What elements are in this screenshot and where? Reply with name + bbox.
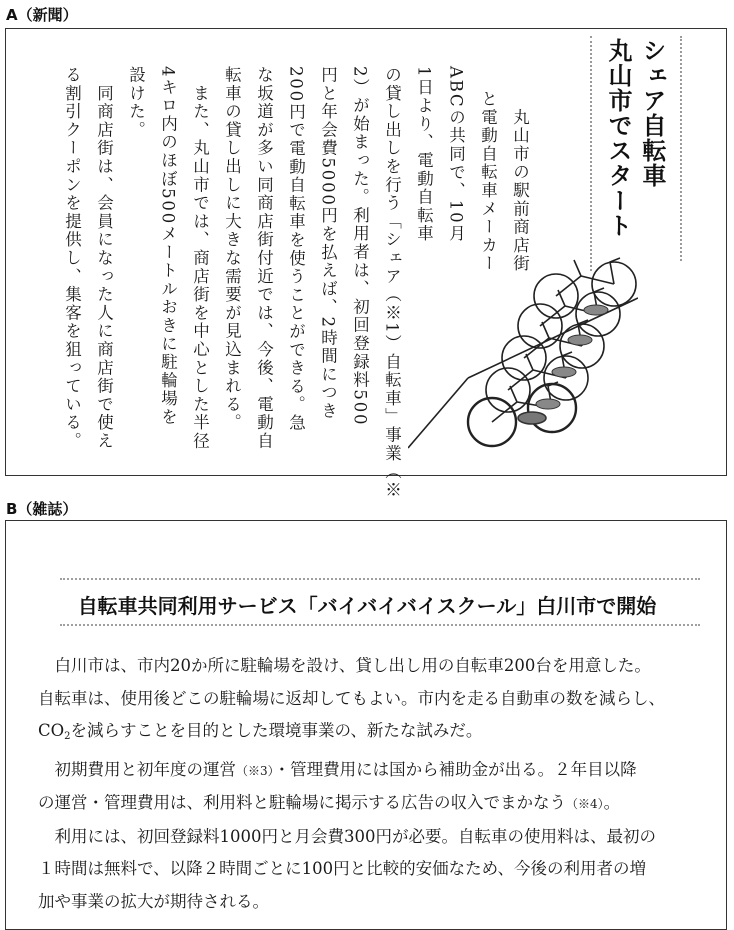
article-column: と電動自転車メーカー — [478, 90, 498, 273]
article-column: また、丸山市では、商店街を中心とした半径 — [190, 66, 210, 451]
paragraph-2-line-2a: の運営・管理費用は、利用料と駐輪場に掲示する広告の収入でまかなう — [38, 793, 566, 812]
bicycle-rack-icon — [408, 238, 638, 468]
newspaper-headline-1: シェア自転車 — [638, 38, 666, 188]
footnote-ref-3: （※3） — [236, 763, 274, 778]
co2-subscript: 2 — [64, 731, 71, 742]
title-dots-bottom — [60, 624, 700, 626]
section-a-label: A（新聞） — [6, 6, 78, 24]
paragraph-2-line-1a: 初期費用と初年度の運営 — [54, 759, 236, 779]
article-column: 同商店街は、会員になった人に商店街で使え — [94, 66, 114, 451]
newspaper-headline-2: 丸山市でスタート — [604, 38, 632, 238]
title-dots-top — [60, 578, 700, 580]
article-column: 転車の貸し出しに大きな需要が見込まれる。 — [222, 66, 242, 432]
article-column: 設けた。 — [126, 66, 146, 140]
article-column: な坂道が多い同商店街付近では、今後、電動自 — [254, 66, 274, 451]
co2-prefix: CO — [38, 721, 65, 740]
paragraph-1 — [38, 650, 728, 754]
article-column: 円と年会費5000円を払えば、2時間につき — [318, 66, 338, 421]
footnote-ref-4: （※4） — [566, 797, 604, 811]
article-column: 1日より、電動自転車 — [414, 66, 434, 243]
paragraph-3-line-1: 利用には、初回登録料1000円と月会費300円が必要。自転車の使用料は、最初の — [54, 826, 656, 846]
article-column: 2）が始まった。利用者は、初回登録料500 — [350, 66, 370, 427]
magazine-body — [38, 650, 728, 918]
paragraph-1-line-2: 自転車は、使用後どこの駐輪場に返却してもよい。市内を走る自動車の数を減らし、 — [38, 688, 665, 708]
article-column: 丸山市の駅前商店街 — [510, 90, 530, 273]
article-column: 4キロ内のほぼ500メートルおきに駐輪場を — [158, 66, 178, 427]
paragraph-2-line-1b: ・管理費用には国から補助金が出る。２年目以降 — [273, 759, 637, 779]
paragraph-2 — [38, 754, 728, 821]
article-column: ABCの共同で、10月 — [446, 66, 466, 243]
paragraph-2-line-2b: 。 — [603, 793, 621, 812]
paragraph-1-line-1: 白川市は、市内20か所に駐輪場を設け、貸し出し用の自転車200台を用意した。 — [54, 656, 651, 675]
section-b-label: B（雑誌） — [6, 500, 78, 518]
headline-dots-right — [680, 36, 682, 261]
article-column: の貸し出しを行う「シェア（※1）自転車」事業（※ — [382, 66, 402, 500]
magazine-title: 自転車共同利用サービス「バイバイバイスクール」白川市で開始 — [77, 594, 657, 618]
article-column: る割引クーポンを提供し、集客を狙っている。 — [62, 66, 82, 451]
headline-dots-left — [590, 36, 592, 271]
article-column: 200円で電動自転車を使うことができる。急 — [286, 66, 306, 433]
paragraph-3-line-3: 加や事業の拡大が期待される。 — [38, 891, 269, 911]
paragraph-3 — [38, 821, 728, 919]
paragraph-1-line-3: を減らすことを目的とした環境事業の、新たな試みだ。 — [70, 721, 483, 740]
paragraph-3-line-2: １時間は無料で、以降２時間ごとに100円と比較的安価なため、今後の利用者の増 — [38, 859, 647, 878]
